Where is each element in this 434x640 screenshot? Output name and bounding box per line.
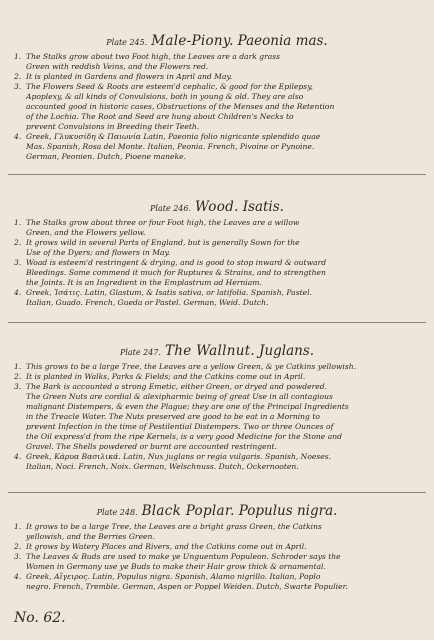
plate-latin-name: Isatis. [242, 199, 284, 215]
text-line: Green, and the Flowers yellow. [26, 228, 146, 237]
plate-heading [8, 196, 426, 215]
text-line: prevent Convulsions in Breeding their Teeth. [26, 122, 200, 131]
text-line: 4. Greek, Ἰσάτις. Latin, Glastum, & Isatis sativa, or latifolia. Spanish, Pastel. [14, 288, 312, 297]
plate-latin-name: Juglans. [259, 343, 315, 359]
text-line: 3. Woad is esteem'd restringent & drying, and is good to stop inward & outward [14, 258, 327, 267]
text-line: 1. This grows to be a large Tree, the Leaves are a yellow Green, & ye Catkins yellowish. [14, 362, 357, 371]
text-line: negro. French, Tremble. German, Aspen or Poppel Weiden. Dutch, Swarte Populier. [26, 582, 348, 591]
text-line: German, Peonien. Dutch, Pioene maneke. [26, 152, 187, 161]
plate-number: Plate 247. [119, 348, 161, 357]
plate-246 [8, 194, 426, 323]
page-number: No. 62. [14, 610, 66, 626]
plate-heading [8, 340, 426, 359]
text-line: 3. The Leaves & Buds are used to make ye Unguentum Populeon. Schroder says the [14, 552, 341, 561]
plate-latin-name: Populus nigra. [238, 503, 338, 519]
text-line: the Oil express'd from the ripe Kernels, is a very good Medicine for the Stone and [26, 432, 342, 441]
text-line: Italian, Noci. French, Noix. German, Welschnuss. Dutch, Ockernooten. [26, 462, 299, 471]
text-line: Italian, Guado. French, Gueda or Pastel. German, Weid. Dutch. [26, 298, 269, 307]
plate-heading [8, 500, 426, 519]
text-line: Green with reddish Veins, and the Flowers red. [26, 62, 209, 71]
plate-name: Wood. [195, 199, 239, 215]
text-line: 4. Greek, Αἴγειρος. Latin, Populus nigra. Spanish, Alamo nigrillo. Italian, Poplo [14, 572, 321, 581]
text-line: 2. It is planted in Walks, Parks & Fields; and the Catkins come out in April. [14, 372, 306, 381]
text-line: Bleedings. Some commend it much for Ruptures & Strains, and to strengthen [26, 268, 326, 277]
plate-number: Plate 245. [106, 38, 148, 47]
plate-245 [8, 30, 426, 175]
text-line: 1. The Stalks grow about three or four Foot high, the Leaves are a willow [14, 218, 300, 227]
text-line: 2. It is planted in Gardens and flowers in April and May. [14, 72, 233, 81]
text-line: 1. The Stalks grow about two Foot high, the Leaves are a dark grass [14, 52, 281, 61]
text-line: Women in Germany use ye Buds to make their Hair grow thick & ornamental. [26, 562, 326, 571]
plate-latin-name: Paeonia mas. [237, 33, 328, 49]
text-line: the Joints. It is an Ingredient in the Emplastrum ad Herniam. [26, 278, 262, 287]
text-line: Mas. Spanish, Rosa del Monte. Italian, Peonia. French, Pivoine or Pynoine. [26, 142, 315, 151]
plate-heading [8, 30, 426, 49]
text-line: Apoplexy, & all kinds of Convulsions, both in young & old. They are also [26, 92, 304, 101]
text-line: 4. Greek, Γλυκυσίδη & Παιωνία Latin, Paeonia folio nigricante splendido quae [14, 132, 321, 141]
text-line: The Green Nuts are cordial & alexipharmic being of great Use in all contagious [26, 392, 333, 401]
plate-248 [8, 500, 426, 604]
text-line: 2. It grows by Watery Places and Rivers, and the Catkins come out in April. [14, 542, 307, 551]
text-line: 4. Greek, Κάρυα Βασιλικά. Latin, Nux juglans or regia vulgaris. Spanish, Noeses. [14, 452, 332, 461]
text-line: malignant Distempers, & even the Plague; they are one of the Principal Ingredients [26, 402, 349, 411]
text-line: Gravel. The Shells powdered or burnt are accounted restringent. [26, 442, 277, 451]
text-line: 1. It grows to be a large Tree, the Leaves are a bright grass Green, the Catkins [14, 522, 322, 531]
text-line: yellowish, and the Berries Green. [26, 532, 155, 541]
text-line: 3. The Flowers Seed & Roots are esteem'd cephalic, & good for the Epilepsy, [14, 82, 313, 91]
text-line: Use of the Dyers; and flowers in May. [26, 248, 171, 257]
plate-number: Plate 246. [150, 204, 192, 213]
plate-name: Male-Piony. [151, 33, 234, 49]
plate-name: The Wallnut. [164, 343, 256, 359]
plate-name: Black Poplar. [141, 503, 235, 519]
plate-number: Plate 248. [96, 508, 138, 517]
text-line: accounted good in historic cases, Obstructions of the Menses and the Retention [26, 102, 335, 111]
text-line: prevent Infection in the time of Pestilential Distempers. Two or three Ounces of [26, 422, 334, 431]
plate-247 [8, 336, 426, 493]
text-line: in the Treacle Water. The Nuts preserved are good to be eat in a Morning to [26, 412, 320, 421]
text-line: 3. The Bark is accounted a strong Emetic, either Green, or dryed and powdered. [14, 382, 327, 391]
text-line: 2. It grows wild in several Parts of England, but is generally Sown for the [14, 238, 300, 247]
text-line: of the Lochia. The Root and Seed are hung about Children's Necks to [26, 112, 294, 121]
